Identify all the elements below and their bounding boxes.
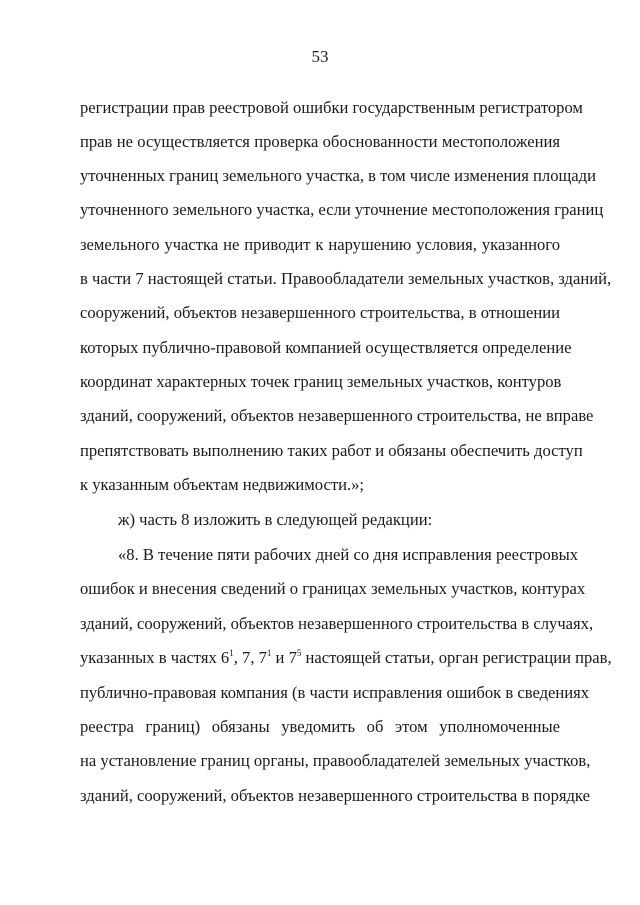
text-line: ж) часть 8 изложить в следующей редакции: [118, 510, 433, 529]
text-line: регистрации прав реестровой ошибки государственным регистратором [80, 98, 583, 117]
text-line-with-superscripts [80, 648, 612, 668]
text-line: которых публично-правовой компанией осуществляется определение [80, 338, 572, 357]
page-number: 53 [311, 47, 329, 66]
text-fragment: , 7, 7 [233, 648, 267, 667]
text-line: сооружений, объектов незавершенного строительства, в отношении [80, 303, 560, 322]
text-line: препятствовать выполнению таких работ и обязаны обеспечить доступ [80, 441, 583, 460]
text-fragment: указанных в частях 6 [80, 648, 230, 667]
text-line: публично-правовая компания (в части исправления ошибок в сведениях [80, 683, 590, 702]
text-line: ошибок и внесения сведений о границах земельных участков, контурах [80, 579, 586, 598]
text-line: зданий, сооружений, объектов незавершенного строительства в случаях, [80, 614, 594, 633]
text-line: уточненных границ земельного участка, в том числе изменения площади [80, 166, 596, 185]
superscript: 5 [296, 648, 302, 658]
text-line: зданий, сооружений, объектов незавершенного строительства в порядке [80, 786, 590, 805]
text-line: координат характерных точек границ земельных участков, контуров [80, 372, 562, 391]
text-line: в части 7 настоящей статьи. Правообладатели земельных участков, зданий, [80, 269, 612, 288]
text-line: реестра границ) обязаны уведомить об этом уполномоченные [80, 717, 560, 736]
text-line: земельного участка не приводит к нарушению условия, указанного [80, 235, 560, 254]
text-fragment: и 7 [271, 648, 297, 667]
superscript: 1 [229, 648, 234, 658]
text-line: зданий, сооружений, объектов незавершенного строительства, не вправе [80, 406, 594, 425]
superscript: 1 [266, 648, 272, 658]
text-line: уточненного земельного участка, если уточнение местоположения границ [80, 200, 604, 219]
text-line: на установление границ органы, правообладателей земельных участков, [80, 751, 591, 770]
text-line: к указанным объектам недвижимости.»; [80, 475, 365, 494]
text-line: «8. В течение пяти рабочих дней со дня исправления реестровых [118, 545, 579, 564]
text-line: прав не осуществляется проверка обоснованности местоположения [80, 132, 560, 151]
text-fragment: настоящей статьи, орган регистрации прав, [301, 648, 612, 667]
